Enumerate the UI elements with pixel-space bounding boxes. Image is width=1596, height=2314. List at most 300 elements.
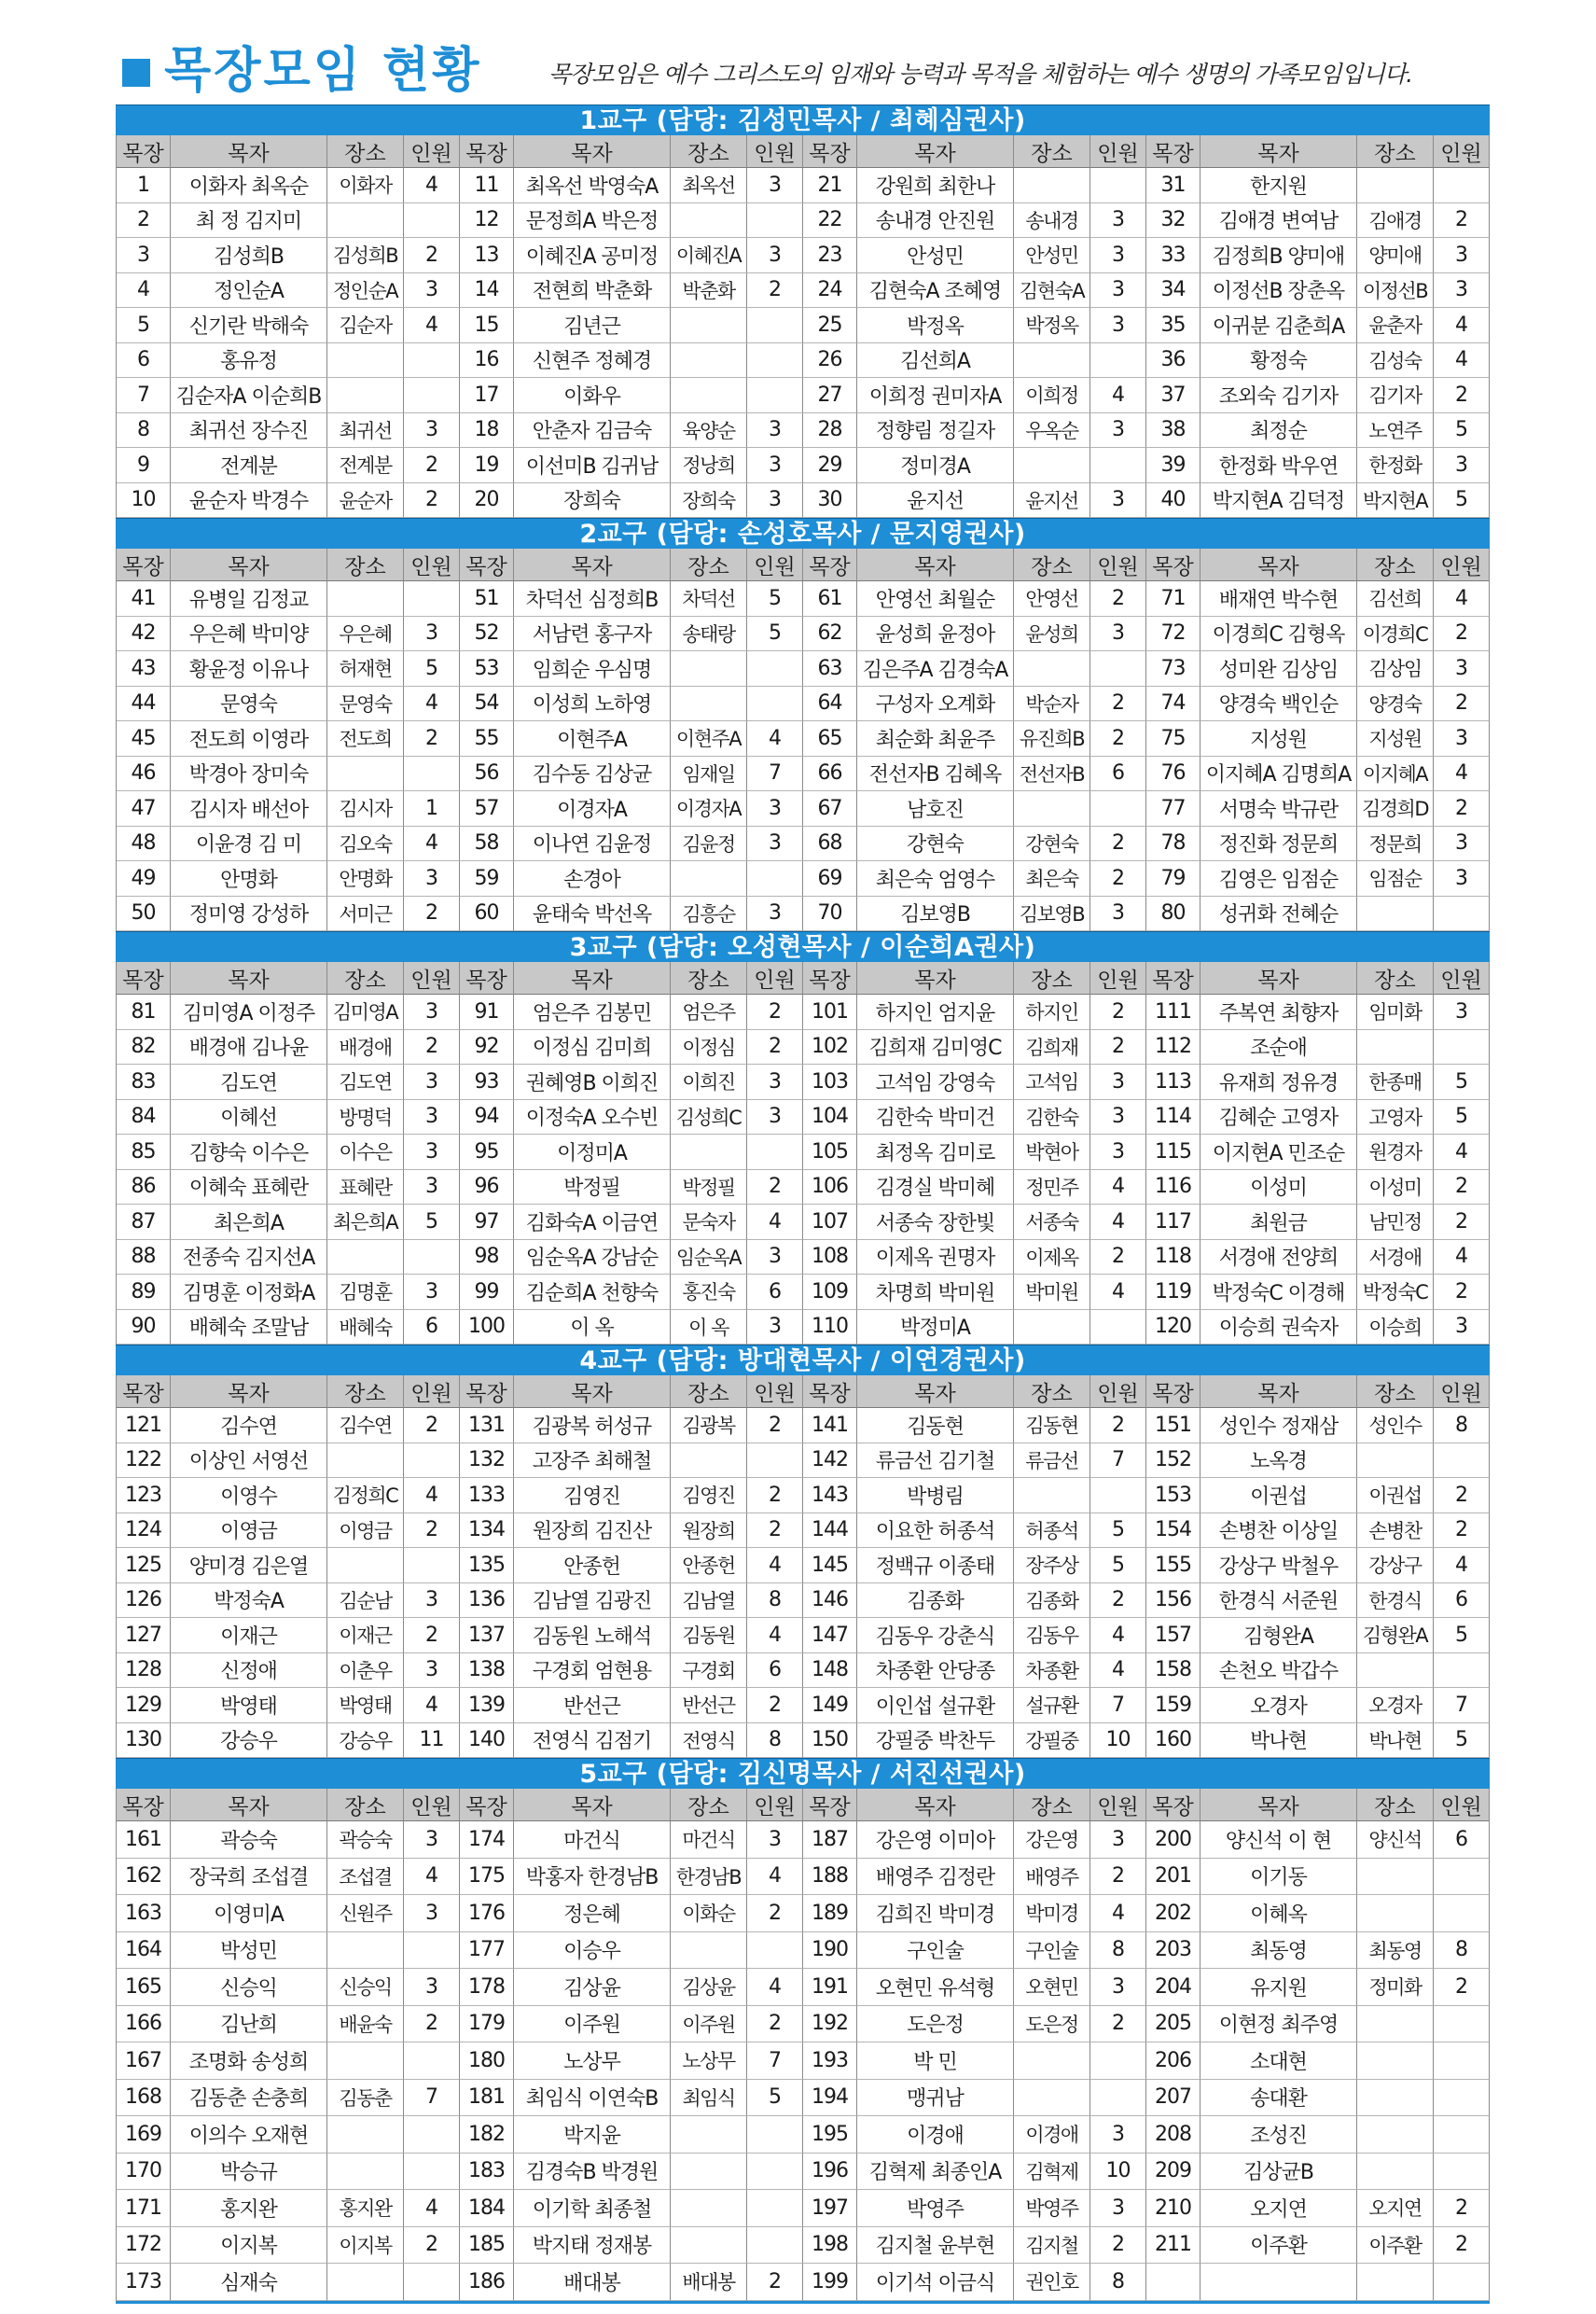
meeting-place-cell: 장희숙 [671,483,747,519]
leader-name-cell: 김영은 임점순 [1200,861,1357,897]
leader-name-cell: 권혜영B 이희진 [514,1065,671,1100]
leader-name-cell: 김상윤 [514,1969,671,2006]
meeting-place-cell: 김동춘 [327,2080,404,2117]
leader-name-cell: 박병림 [857,1478,1014,1513]
meeting-place-cell: 안영선 [1014,581,1090,617]
member-count-cell: 2 [747,1478,803,1513]
column-header: 장소 [1357,1789,1434,1821]
member-count-cell: 2 [1434,1513,1490,1549]
group-number-cell: 2 [117,203,171,239]
leader-name-cell: 전현희 박춘화 [514,273,671,309]
meeting-place-cell: 허재현 [327,651,404,687]
column-header: 장소 [327,962,404,995]
member-count-cell: 2 [404,2006,460,2043]
district-5 [116,1758,1490,2304]
group-number-cell: 73 [1146,651,1200,687]
leader-name-cell: 박정옥 [857,308,1014,343]
group-number-cell: 62 [803,617,857,652]
group-number-cell: 127 [117,1618,171,1653]
meeting-place-cell: 김현숙A [1014,273,1090,309]
leader-name-cell: 이귀분 김춘희A [1200,308,1357,343]
group-number-cell: 87 [117,1205,171,1240]
leader-name-cell: 김종화 [857,1583,1014,1619]
leader-name-cell: 김은주A 김경숙A [857,651,1014,687]
group-number-cell: 178 [460,1969,514,2006]
meeting-place-cell: 김선희 [1357,581,1434,617]
member-count-cell [1434,1895,1490,1932]
leader-name-cell: 김시자 배선아 [171,791,327,827]
member-count-cell: 2 [1090,1859,1146,1896]
meeting-place-cell: 육양순 [671,413,747,449]
member-count-cell: 4 [1434,1135,1490,1170]
column-header: 인원 [747,549,803,581]
district-title: 3교구 (담당: 오성현목사 / 이순희A권사) [116,931,1490,962]
meeting-place-cell: 윤순자 [327,483,404,519]
member-count-cell: 3 [747,1240,803,1275]
column-header: 인원 [404,135,460,168]
meeting-place-cell: 김시자 [327,791,404,827]
member-count-cell [1090,168,1146,203]
leader-name-cell: 류금선 김기철 [857,1443,1014,1479]
leader-name-cell: 성미완 김상임 [1200,651,1357,687]
group-number-cell: 180 [460,2042,514,2080]
member-count-cell [1434,1030,1490,1066]
leader-name-cell: 이영수 [171,1478,327,1513]
meeting-place-cell [327,581,404,617]
member-count-cell: 2 [1090,995,1146,1030]
group-number-cell: 82 [117,1030,171,1066]
meeting-place-cell: 배혜숙 [327,1310,404,1345]
member-count-cell: 6 [1090,757,1146,792]
meeting-place-cell [671,687,747,722]
group-number-cell: 191 [803,1969,857,2006]
group-number-cell: 160 [1146,1723,1200,1759]
meeting-place-cell [327,2264,404,2301]
meeting-place-cell: 마건식 [671,1821,747,1859]
leader-name-cell: 안영선 최월순 [857,581,1014,617]
group-number-cell: 4 [117,273,171,309]
leader-name-cell: 이윤경 김 미 [171,827,327,862]
column-header: 인원 [747,962,803,995]
group-number-cell: 195 [803,2116,857,2154]
member-count-cell: 3 [404,1100,460,1136]
member-count-cell: 5 [1434,1618,1490,1653]
group-number-cell: 29 [803,448,857,483]
meeting-place-cell: 김기자 [1357,378,1434,413]
group-number-cell: 31 [1146,168,1200,203]
leader-name-cell: 이기석 이금식 [857,2264,1014,2301]
group-number-cell: 184 [460,2190,514,2227]
column-header: 장소 [671,549,747,581]
group-number-cell: 119 [1146,1275,1200,1310]
member-count-cell [1434,897,1490,932]
group-number-cell: 70 [803,897,857,932]
group-number-cell: 210 [1146,2190,1200,2227]
leader-name-cell: 이혜옥 [1200,1895,1357,1932]
group-number-cell: 109 [803,1275,857,1310]
group-number-cell: 121 [117,1408,171,1443]
leader-name-cell: 주복연 최향자 [1200,995,1357,1030]
leader-name-cell: 김영진 [514,1478,671,1513]
group-number-cell: 204 [1146,1969,1200,2006]
member-count-cell: 2 [747,1408,803,1443]
group-number-cell: 187 [803,1821,857,1859]
column-header: 인원 [1434,1375,1490,1408]
leader-name-cell: 최 정 김지미 [171,203,327,239]
group-number-cell: 21 [803,168,857,203]
group-number-cell: 60 [460,897,514,932]
meeting-place-cell: 배영주 [1014,1859,1090,1896]
member-count-cell: 4 [404,1478,460,1513]
leader-name-cell: 김희재 김미영C [857,1030,1014,1066]
group-number-cell: 190 [803,1932,857,1970]
leader-name-cell: 김경숙B 박경원 [514,2154,671,2191]
member-count-cell: 2 [1090,2006,1146,2043]
group-number-cell: 55 [460,721,514,757]
leader-name-cell: 박정숙A [171,1583,327,1619]
member-count-cell [747,651,803,687]
group-number-cell: 189 [803,1895,857,1932]
meeting-place-cell [327,2116,404,2154]
column-header: 장소 [1014,549,1090,581]
meeting-place-cell [1014,168,1090,203]
leader-name-cell: 윤성희 윤정아 [857,617,1014,652]
member-count-cell: 2 [404,483,460,519]
group-number-cell: 169 [117,2116,171,2154]
group-number-cell: 168 [117,2080,171,2117]
group-number-cell: 182 [460,2116,514,2154]
group-number-cell: 100 [460,1310,514,1345]
meeting-place-cell: 최동영 [1357,1932,1434,1970]
meeting-place-cell: 김성희B [327,238,404,273]
meeting-place-cell: 최임식 [671,2080,747,2117]
member-count-cell: 3 [404,1821,460,1859]
column-header: 목장 [803,1789,857,1821]
member-count-cell [404,343,460,379]
member-count-cell: 3 [404,1969,460,2006]
column-header: 목자 [1200,1789,1357,1821]
leader-name-cell: 윤순자 박경수 [171,483,327,519]
leader-name-cell: 한정화 박우연 [1200,448,1357,483]
meeting-place-cell: 이희정 [1014,378,1090,413]
group-number-cell: 155 [1146,1548,1200,1583]
leader-name-cell: 구인술 [857,1932,1014,1970]
group-number-cell: 17 [460,378,514,413]
column-header: 장소 [1357,549,1434,581]
member-count-cell: 4 [1090,1895,1146,1932]
member-count-cell: 1 [404,791,460,827]
member-count-cell: 2 [1090,1583,1146,1619]
member-count-cell: 2 [747,2006,803,2043]
group-number-cell: 202 [1146,1895,1200,1932]
meeting-place-cell: 김순자 [327,308,404,343]
member-count-cell: 2 [747,273,803,309]
meeting-place-cell: 이성미 [1357,1170,1434,1206]
meeting-place-cell: 김형완A [1357,1618,1434,1653]
meeting-place-cell: 김성희C [671,1100,747,1136]
meeting-place-cell [327,2042,404,2080]
leader-name-cell: 강승우 [171,1723,327,1759]
empty-cell [1200,2264,1357,2301]
leader-name-cell: 이영미A [171,1895,327,1932]
group-number-cell: 25 [803,308,857,343]
leader-name-cell: 김정희B 양미애 [1200,238,1357,273]
leader-name-cell: 최동영 [1200,1932,1357,1970]
leader-name-cell: 박홍자 한경남B [514,1859,671,1896]
group-number-cell: 173 [117,2264,171,2301]
member-count-cell: 5 [747,581,803,617]
leader-name-cell: 신기란 박해숙 [171,308,327,343]
leader-name-cell: 김미영A 이정주 [171,995,327,1030]
group-number-cell: 91 [460,995,514,1030]
meeting-place-cell [327,378,404,413]
member-count-cell: 3 [404,1065,460,1100]
member-count-cell: 3 [1090,483,1146,519]
group-number-cell: 185 [460,2227,514,2265]
meeting-place-cell [1014,448,1090,483]
leader-name-cell: 김남열 김광진 [514,1583,671,1619]
member-count-cell: 2 [747,1895,803,1932]
meeting-place-cell: 김성숙 [1357,343,1434,379]
group-number-cell: 149 [803,1688,857,1723]
leader-name-cell: 최원금 [1200,1205,1357,1240]
leader-name-cell: 최은희A [171,1205,327,1240]
group-number-cell: 18 [460,413,514,449]
leader-name-cell: 윤태숙 박선옥 [514,897,671,932]
column-header: 목자 [857,1375,1014,1408]
group-number-cell: 99 [460,1275,514,1310]
column-header: 목장 [1146,1789,1200,1821]
group-number-cell: 123 [117,1478,171,1513]
member-count-cell: 3 [404,1653,460,1689]
meeting-place-cell: 곽승숙 [327,1821,404,1859]
column-header: 목장 [803,1375,857,1408]
member-count-cell: 4 [1434,581,1490,617]
column-header: 목자 [514,1789,671,1821]
leader-name-cell: 김희진 박미경 [857,1895,1014,1932]
group-number-cell: 65 [803,721,857,757]
member-count-cell: 2 [404,1618,460,1653]
column-header: 목자 [171,962,327,995]
group-number-cell: 20 [460,483,514,519]
leader-name-cell: 안종헌 [514,1548,671,1583]
meeting-place-cell: 이 옥 [671,1310,747,1345]
leader-name-cell: 이혜선 [171,1100,327,1136]
group-number-cell: 170 [117,2154,171,2191]
leader-name-cell: 이상인 서영선 [171,1443,327,1479]
column-header: 목장 [117,1789,171,1821]
meeting-place-cell: 강승우 [327,1723,404,1759]
leader-name-cell: 강상구 박철우 [1200,1548,1357,1583]
meeting-place-cell: 양미애 [1357,238,1434,273]
member-count-cell [1090,791,1146,827]
leader-name-cell: 정향림 정길자 [857,413,1014,449]
member-count-cell: 3 [404,1583,460,1619]
leader-name-cell: 박영태 [171,1688,327,1723]
meeting-place-cell: 문영숙 [327,687,404,722]
leader-name-cell: 서명숙 박규란 [1200,791,1357,827]
leader-name-cell: 이성희 노하영 [514,687,671,722]
group-number-cell: 115 [1146,1135,1200,1170]
group-number-cell: 130 [117,1723,171,1759]
group-number-cell: 43 [117,651,171,687]
member-count-cell: 8 [747,1723,803,1759]
leader-name-cell: 오경자 [1200,1688,1357,1723]
member-count-cell: 2 [1434,1275,1490,1310]
leader-name-cell: 심재숙 [171,2264,327,2301]
column-header: 목장 [460,1375,514,1408]
member-count-cell: 3 [747,791,803,827]
member-count-cell: 8 [1434,1408,1490,1443]
meeting-place-cell: 정미화 [1357,1969,1434,2006]
group-number-cell: 88 [117,1240,171,1275]
leader-name-cell: 남호진 [857,791,1014,827]
meeting-place-cell: 이혜진A [671,238,747,273]
meeting-place-cell: 박나현 [1357,1723,1434,1759]
district-table [116,549,1490,931]
meeting-place-cell: 한정화 [1357,448,1434,483]
leader-name-cell: 박정미A [857,1310,1014,1345]
member-count-cell: 4 [747,1859,803,1896]
meeting-place-cell: 문숙자 [671,1205,747,1240]
group-number-cell: 35 [1146,308,1200,343]
leader-name-cell: 이선미B 김귀남 [514,448,671,483]
member-count-cell [1090,651,1146,687]
leader-name-cell: 한경식 서준원 [1200,1583,1357,1619]
leader-name-cell: 김혜순 고영자 [1200,1100,1357,1136]
group-number-cell: 197 [803,2190,857,2227]
member-count-cell: 2 [747,2264,803,2301]
member-count-cell [404,378,460,413]
column-header: 목자 [1200,135,1357,168]
member-count-cell: 5 [747,2080,803,2117]
member-count-cell: 2 [1434,378,1490,413]
column-header: 인원 [1434,549,1490,581]
member-count-cell: 2 [1434,687,1490,722]
leader-name-cell: 엄은주 김봉민 [514,995,671,1030]
column-header: 목자 [514,135,671,168]
leader-name-cell: 이나연 김윤정 [514,827,671,862]
column-header: 장소 [671,135,747,168]
leader-name-cell: 홍유정 [171,343,327,379]
group-number-cell: 85 [117,1135,171,1170]
meeting-place-cell: 정문희 [1357,827,1434,862]
meeting-place-cell [1357,1895,1434,1932]
group-number-cell: 42 [117,617,171,652]
leader-name-cell: 김지철 윤부현 [857,2227,1014,2265]
district-title: 4교구 (담당: 방대현목사 / 이연경권사) [116,1345,1490,1375]
member-count-cell [1090,1310,1146,1345]
group-number-cell: 74 [1146,687,1200,722]
meeting-place-cell: 배대봉 [671,2264,747,2301]
meeting-place-cell [1357,2042,1434,2080]
leader-name-cell: 신현주 정혜경 [514,343,671,379]
group-number-cell: 12 [460,203,514,239]
meeting-place-cell: 이춘우 [327,1653,404,1689]
column-header: 목장 [803,549,857,581]
meeting-place-cell: 서미근 [327,897,404,932]
column-header: 목장 [460,135,514,168]
column-header: 인원 [404,1789,460,1821]
group-number-cell: 96 [460,1170,514,1206]
leader-name-cell: 최은숙 엄영수 [857,861,1014,897]
group-number-cell: 196 [803,2154,857,2191]
column-header: 인원 [1090,962,1146,995]
member-count-cell: 3 [747,1100,803,1136]
meeting-place-cell: 김동원 [671,1618,747,1653]
leader-name-cell: 안춘자 김금숙 [514,413,671,449]
meeting-place-cell [671,343,747,379]
member-count-cell: 2 [404,1030,460,1066]
leader-name-cell: 김한숙 박미건 [857,1100,1014,1136]
group-number-cell: 198 [803,2227,857,2265]
member-count-cell: 3 [404,617,460,652]
meeting-place-cell: 김희재 [1014,1030,1090,1066]
meeting-place-cell: 임점순 [1357,861,1434,897]
meeting-place-cell: 차덕선 [671,581,747,617]
column-header: 장소 [671,962,747,995]
leader-name-cell: 김동원 노해석 [514,1618,671,1653]
group-number-cell: 181 [460,2080,514,2117]
group-number-cell: 193 [803,2042,857,2080]
leader-name-cell: 장국희 조섭결 [171,1859,327,1896]
leader-name-cell: 김난희 [171,2006,327,2043]
member-count-cell: 3 [404,1275,460,1310]
leader-name-cell: 이현정 최주영 [1200,2006,1357,2043]
member-count-cell [747,1932,803,1970]
group-number-cell: 7 [117,378,171,413]
meeting-place-cell: 김지철 [1014,2227,1090,2265]
empty-cell [1146,2264,1200,2301]
meeting-place-cell [671,1135,747,1170]
column-header: 목자 [514,962,671,995]
group-number-cell: 107 [803,1205,857,1240]
group-number-cell: 133 [460,1478,514,1513]
leader-name-cell: 박지현A 김덕정 [1200,483,1357,519]
meeting-place-cell: 김동현 [1014,1408,1090,1443]
leader-name-cell: 손천오 박갑수 [1200,1653,1357,1689]
member-count-cell: 3 [747,413,803,449]
meeting-place-cell [1014,2042,1090,2080]
leader-name-cell: 차덕선 심정희B [514,581,671,617]
column-header: 목자 [171,1375,327,1408]
group-number-cell: 104 [803,1100,857,1136]
leader-name-cell: 황정숙 [1200,343,1357,379]
meeting-place-cell: 배경애 [327,1030,404,1066]
group-number-cell: 19 [460,448,514,483]
meeting-place-cell: 이현주A [671,721,747,757]
member-count-cell [404,2154,460,2191]
meeting-place-cell: 김흥순 [671,897,747,932]
leader-name-cell: 강은영 이미아 [857,1821,1014,1859]
leader-name-cell: 한지원 [1200,168,1357,203]
member-count-cell: 3 [1434,448,1490,483]
leader-name-cell: 최옥선 박영숙A [514,168,671,203]
meeting-place-cell [1357,2080,1434,2117]
meeting-place-cell: 안종헌 [671,1548,747,1583]
leader-name-cell: 이기학 최종철 [514,2190,671,2227]
member-count-cell: 2 [1090,2227,1146,2265]
leader-name-cell: 이정미A [514,1135,671,1170]
group-number-cell: 75 [1146,721,1200,757]
group-number-cell: 175 [460,1859,514,1896]
leader-name-cell: 김도연 [171,1065,327,1100]
group-number-cell: 94 [460,1100,514,1136]
leader-name-cell: 맹귀남 [857,2080,1014,2117]
column-header: 목자 [857,135,1014,168]
group-number-cell: 53 [460,651,514,687]
leader-name-cell: 양경숙 백인순 [1200,687,1357,722]
